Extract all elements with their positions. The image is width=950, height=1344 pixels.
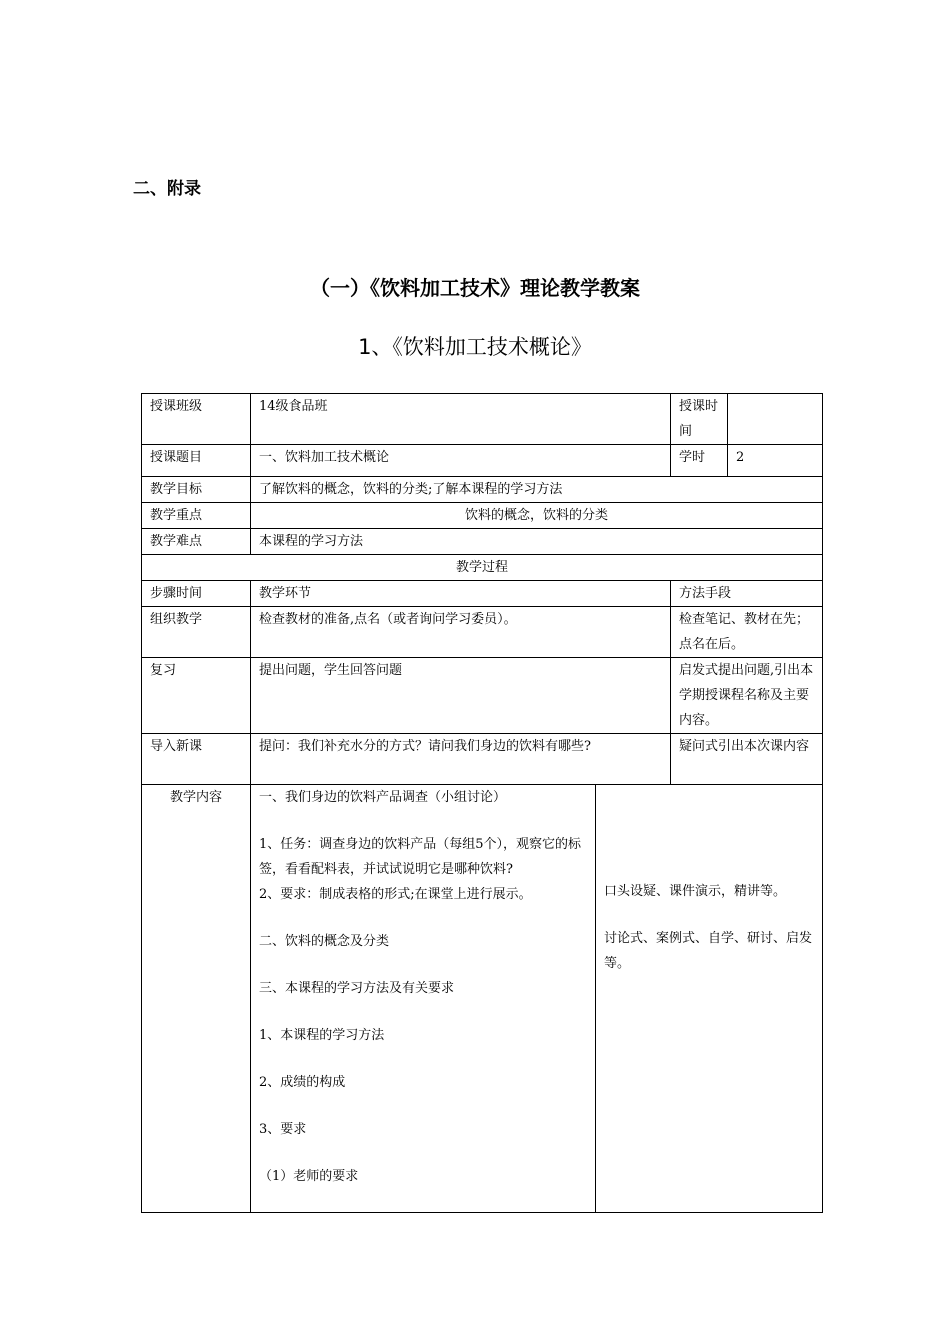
content-line: （1）老师的要求 xyxy=(259,1169,359,1184)
content-line: 二、饮料的概念及分类 xyxy=(259,934,390,949)
content-section-methods xyxy=(596,785,823,1213)
time-value xyxy=(728,394,823,445)
table-row xyxy=(142,607,823,658)
step-cell: 组织教学 xyxy=(142,607,251,658)
section-heading: 二、附录 xyxy=(133,179,201,199)
topic-label: 授课题目 xyxy=(142,445,251,477)
class-label: 授课班级 xyxy=(142,394,251,445)
content-line: 2、要求：制成表格的形式;在课堂上进行展示。 xyxy=(259,887,532,902)
content-section-label: 教学内容 xyxy=(142,785,251,1213)
document-title: （一）《饮料加工技术》理论教学教案 xyxy=(310,276,640,300)
content-line: 3、要求 xyxy=(259,1122,307,1137)
table-row xyxy=(142,734,823,785)
col-step-header: 步骤时间 xyxy=(142,581,251,607)
col-method-header: 方法手段 xyxy=(671,581,823,607)
time-label: 授课时间 xyxy=(671,394,728,445)
key-label: 教学重点 xyxy=(142,503,251,529)
step-cell: 复习 xyxy=(142,658,251,734)
content-cell: 提问：我们补充水分的方式？请问我们身边的饮料有哪些? xyxy=(251,734,671,785)
method-line: 讨论式、案例式、自学、研讨、启发等。 xyxy=(604,931,813,971)
process-title: 教学过程 xyxy=(142,555,823,581)
content-section-body xyxy=(251,785,596,1213)
content-line: 一、我们身边的饮料产品调查（小组讨论） xyxy=(259,790,507,805)
table-row xyxy=(142,658,823,734)
content-line: 三、本课程的学习方法及有关要求 xyxy=(259,981,455,996)
hours-label: 学时 xyxy=(671,445,728,477)
content-cell: 提出问题，学生回答问题 xyxy=(251,658,671,734)
class-value: 14级食品班 xyxy=(251,394,671,445)
goal-label: 教学目标 xyxy=(142,477,251,503)
difficulty-label: 教学难点 xyxy=(142,529,251,555)
hours-value: 2 xyxy=(728,445,823,477)
key-value: 饮料的概念，饮料的分类 xyxy=(251,503,823,529)
method-line: 口头设疑、课件演示，精讲等。 xyxy=(604,884,787,899)
method-cell: 疑问式引出本次课内容 xyxy=(671,734,823,785)
content-line: 2、成绩的构成 xyxy=(259,1075,346,1090)
content-line: 1、任务：调查身边的饮料产品（每组5个），观察它的标签，看看配料表，并试试说明它是哪种饮料? xyxy=(259,837,582,877)
lesson-plan-table xyxy=(141,393,823,1213)
method-cell: 启发式提出问题,引出本学期授课程名称及主要内容。 xyxy=(671,658,823,734)
content-cell: 检查教材的准备,点名（或者询问学习委员）。 xyxy=(251,607,671,658)
difficulty-value: 本课程的学习方法 xyxy=(251,529,823,555)
col-link-header: 教学环节 xyxy=(251,581,671,607)
lesson-title: 1、《饮料加工技术概论》 xyxy=(358,335,592,359)
goal-value: 了解饮料的概念，饮料的分类;了解本课程的学习方法 xyxy=(251,477,823,503)
method-cell: 检查笔记、教材在先；点名在后。 xyxy=(671,607,823,658)
step-cell: 导入新课 xyxy=(142,734,251,785)
topic-value: 一、饮料加工技术概论 xyxy=(251,445,671,477)
content-line: 1、本课程的学习方法 xyxy=(259,1028,385,1043)
